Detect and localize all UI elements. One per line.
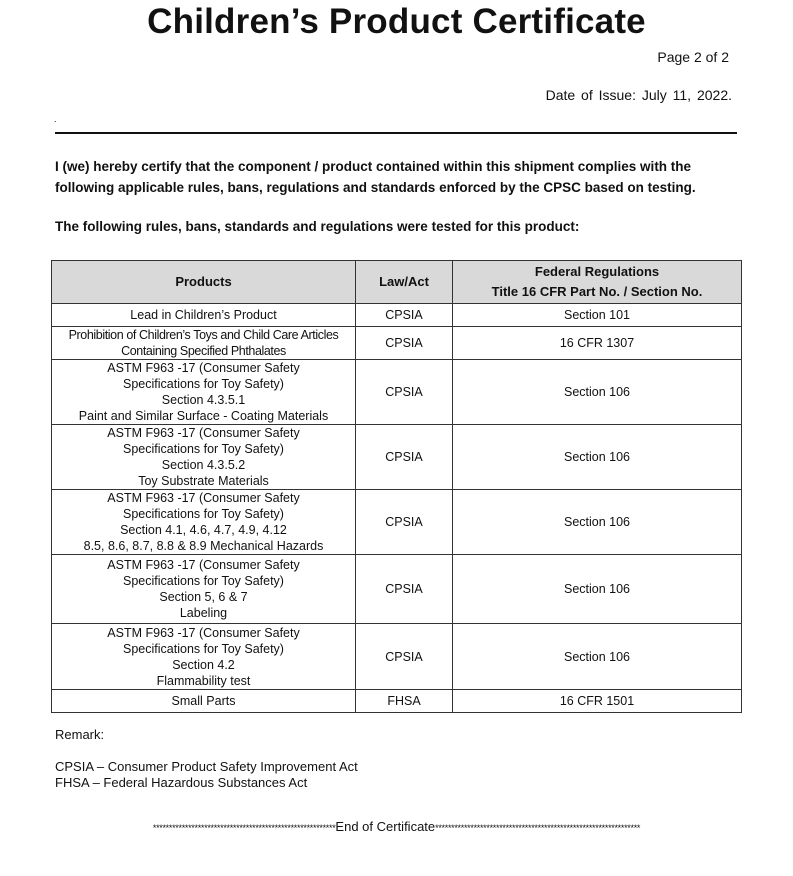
section-cell: Section 101	[453, 304, 742, 327]
federal-regulations-header	[453, 261, 742, 304]
product-line: ASTM F963 -17 (Consumer Safety	[107, 361, 300, 375]
product-cell	[52, 690, 356, 713]
law-act-cell: FHSA	[356, 690, 453, 713]
end-stars-right: ****************************************************************	[435, 823, 641, 833]
table-row	[52, 327, 742, 360]
product-line: Specifications for Toy Safety)	[123, 507, 284, 521]
federal-regulations-header-line1: Federal Regulations	[534, 264, 660, 279]
product-line: Section 4.3.5.1	[161, 393, 246, 407]
section-cell: Section 106	[453, 490, 742, 555]
law-act-cell: CPSIA	[356, 327, 453, 360]
product-line: Containing Specified Phthalates	[121, 344, 286, 358]
product-line: ASTM F963 -17 (Consumer Safety	[107, 491, 300, 505]
product-line: Toy Substrate Materials	[138, 474, 269, 488]
product-cell	[52, 304, 356, 327]
law-act-cell: CPSIA	[356, 490, 453, 555]
law-act-cell: CPSIA	[356, 624, 453, 690]
table-header-row	[52, 261, 742, 304]
product-cell	[52, 490, 356, 555]
table-row	[52, 360, 742, 425]
tested-rules-intro: The following rules, bans, standards and regulations were tested for this product:	[55, 219, 580, 234]
product-line: Small Parts	[171, 694, 236, 708]
end-stars-left: *********************************************************	[152, 823, 336, 833]
product-line: Specifications for Toy Safety)	[123, 442, 284, 456]
federal-regulations-header-line2: Title 16 CFR Part No. / Section No.	[491, 284, 703, 299]
header-divider	[55, 132, 737, 134]
table-row	[52, 624, 742, 690]
abbreviation-fhsa: FHSA – Federal Hazardous Substances Act	[55, 775, 308, 790]
product-cell	[52, 327, 356, 360]
product-line: Specifications for Toy Safety)	[123, 574, 284, 588]
product-line: ASTM F963 -17 (Consumer Safety	[107, 426, 300, 440]
table-row	[52, 304, 742, 327]
table-row	[52, 425, 742, 490]
product-line: Paint and Similar Surface - Coating Materials	[78, 409, 329, 423]
date-of-issue: Date of Issue: July 11, 2022.	[545, 87, 732, 103]
end-of-certificate	[0, 819, 793, 834]
regulations-table	[51, 260, 742, 713]
product-line: Lead in Children’s Product	[130, 308, 277, 322]
product-line: Section 4.2	[172, 657, 235, 672]
section-cell: Section 106	[453, 624, 742, 690]
product-line: Section 4.1, 4.6, 4.7, 4.9, 4.12	[120, 523, 287, 537]
product-line: Flammability test	[156, 673, 251, 688]
law-act-cell: CPSIA	[356, 425, 453, 490]
section-cell: Section 106	[453, 555, 742, 624]
product-line: ASTM F963 -17 (Consumer Safety	[107, 625, 300, 640]
law-act-cell: CPSIA	[356, 304, 453, 327]
table-row	[52, 490, 742, 555]
remark-label: Remark:	[55, 727, 105, 742]
certification-statement: I (we) hereby certify that the component / product contained within this shipment complies with the following applicable rules, bans, regulations and standards enforced by the CPSC based on testing.	[55, 159, 696, 195]
end-of-certificate-text: End of Certificate	[335, 819, 436, 834]
section-cell: Section 106	[453, 360, 742, 425]
table-row	[52, 555, 742, 624]
product-line: Section 5, 6 & 7	[159, 590, 248, 604]
product-cell	[52, 555, 356, 624]
regulations-table-body	[52, 304, 742, 713]
section-cell: Section 106	[453, 425, 742, 490]
section-cell: 16 CFR 1501	[453, 690, 742, 713]
product-line: Labeling	[179, 606, 228, 620]
product-line: 8.5, 8.6, 8.7, 8.8 & 8.9 Mechanical Hazards	[83, 539, 324, 553]
product-line: ASTM F963 -17 (Consumer Safety	[107, 558, 300, 572]
page-number: Page 2 of 2	[657, 49, 729, 65]
product-line: Prohibition of Children’s Toys and Child Care Articles	[68, 328, 339, 342]
law-act-cell: CPSIA	[356, 555, 453, 624]
product-line: Specifications for Toy Safety)	[123, 641, 284, 656]
products-header: Products	[52, 261, 356, 304]
table-row	[52, 690, 742, 713]
certificate-title: Children’s Product Certificate	[147, 2, 646, 41]
product-line: Section 4.3.5.2	[161, 458, 246, 472]
product-cell	[52, 425, 356, 490]
product-cell	[52, 360, 356, 425]
abbreviation-cpsia: CPSIA – Consumer Product Safety Improvement Act	[55, 759, 358, 774]
stray-mark: .	[54, 114, 57, 124]
product-cell	[52, 624, 356, 690]
section-cell: 16 CFR 1307	[453, 327, 742, 360]
product-line: Specifications for Toy Safety)	[123, 377, 284, 391]
law-act-header: Law/Act	[356, 261, 453, 304]
law-act-cell: CPSIA	[356, 360, 453, 425]
